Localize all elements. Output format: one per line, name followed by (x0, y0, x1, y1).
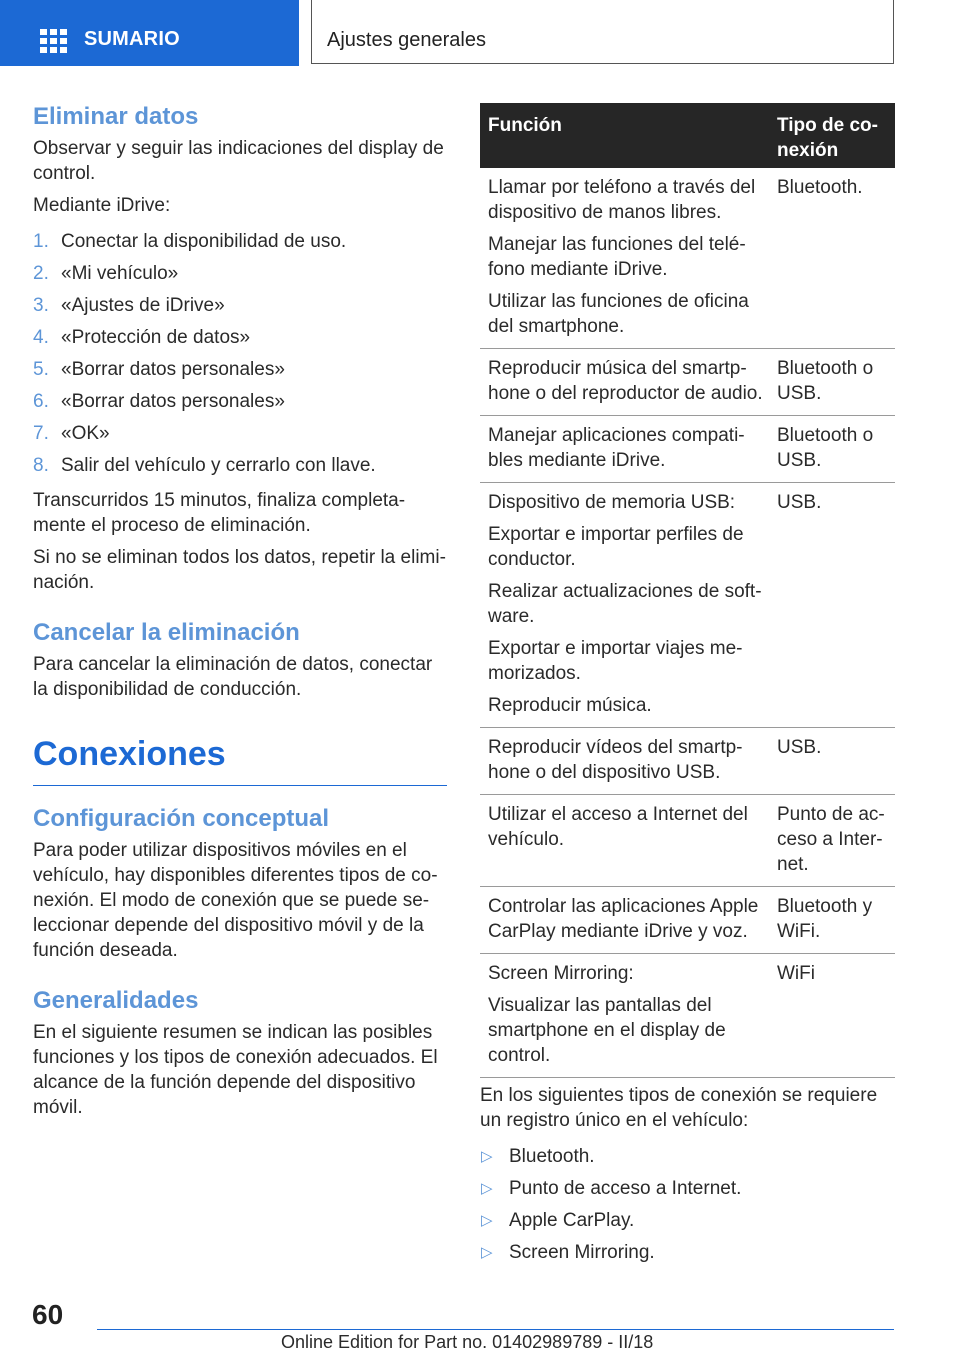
left-column (33, 100, 447, 1127)
step-text: «Mi vehículo» (61, 263, 179, 284)
step-number: 6. (33, 391, 49, 412)
function-text: Reproducir música. (488, 695, 652, 716)
step-list (33, 226, 447, 482)
after-15-minutes: Transcurridos 15 minutos, finaliza completa-mente el proceso de eliminación. (33, 490, 406, 536)
step-number: 1. (33, 231, 49, 252)
step-text: Conectar la disponibilidad de uso. (61, 231, 347, 252)
step-item (33, 450, 447, 482)
grid-menu-icon (40, 29, 67, 53)
step-number: 7. (33, 423, 49, 444)
function-text: Manejar aplicaciones compati-bles mediante iDrive. (488, 425, 745, 471)
connection-type-cell: Bluetooth o USB. (777, 358, 874, 404)
table-row (480, 954, 895, 1078)
table-row (480, 168, 895, 349)
cancel-text: Para cancelar la eliminación de datos, conectar la disponibilidad de conducción. (33, 654, 433, 700)
step-text: «Ajustes de iDrive» (61, 295, 225, 316)
triangle-bullet-icon: ▷ (481, 1212, 493, 1229)
connections-table (480, 103, 895, 1078)
table-row (480, 416, 895, 483)
function-cell (480, 795, 770, 886)
table-row (480, 483, 895, 728)
connection-type-cell: WiFi (777, 963, 815, 984)
register-section (480, 1083, 900, 1269)
table-row (480, 349, 895, 416)
step-number: 5. (33, 359, 49, 380)
function-text: Exportar e importar viajes me-morizados. (488, 638, 743, 684)
step-item (33, 386, 447, 418)
register-item (480, 1205, 900, 1237)
register-item-text: Bluetooth. (509, 1146, 595, 1167)
function-cell (480, 483, 770, 727)
step-item (33, 418, 447, 450)
header-connection-type: Tipo de co-nexión (777, 115, 878, 161)
triangle-bullet-icon: ▷ (481, 1148, 493, 1165)
register-item-text: Screen Mirroring. (509, 1242, 655, 1263)
connection-type-cell: Punto de ac-ceso a Inter-net. (777, 804, 885, 875)
connection-type-cell: Bluetooth o USB. (777, 425, 874, 471)
step-text: «Borrar datos personales» (61, 391, 285, 412)
edition-link[interactable]: Online Edition for Part no. 01402989789 - II/18 (281, 1332, 654, 1352)
step-text: Salir del vehículo y cerrarlo con llave. (61, 455, 376, 476)
function-text: Llamar por teléfono a través del dispositivo de manos libres. (488, 177, 756, 223)
function-text: Manejar las funciones del telé-fono mediante iDrive. (488, 234, 746, 280)
register-item (480, 1237, 900, 1269)
step-item (33, 226, 447, 258)
function-cell (480, 728, 770, 794)
function-cell (480, 954, 770, 1077)
function-text: Dispositivo de memoria USB: (488, 492, 736, 513)
table-body (480, 168, 895, 1078)
function-text: Screen Mirroring: (488, 963, 634, 984)
header-function: Función (488, 115, 562, 136)
chapter-title: Conexiones (33, 735, 226, 773)
triangle-bullet-icon: ▷ (481, 1244, 493, 1261)
function-text: Exportar e importar perfiles de conductor. (488, 524, 744, 570)
function-text: Reproducir música del smartp-hone o del reproductor de audio. (488, 358, 763, 404)
concept-heading: Configuración conceptual (33, 805, 330, 832)
function-text: Utilizar las funciones de oficina del smartphone. (488, 291, 749, 337)
step-text: «Borrar datos personales» (61, 359, 285, 380)
step-item (33, 290, 447, 322)
register-item (480, 1173, 900, 1205)
step-number: 3. (33, 295, 49, 316)
general-heading: Generalidades (33, 987, 199, 1014)
function-text: Controlar las aplicaciones Apple CarPlay mediante iDrive y voz. (488, 896, 759, 942)
register-item (480, 1141, 900, 1173)
step-text: «OK» (61, 423, 110, 444)
triangle-bullet-icon: ▷ (481, 1180, 493, 1197)
table-row (480, 795, 895, 887)
section-title: Ajustes generales (327, 29, 486, 51)
register-list (480, 1141, 900, 1269)
step-number: 4. (33, 327, 49, 348)
step-item (33, 354, 447, 386)
function-cell (480, 349, 770, 415)
connection-type-cell: Bluetooth. (777, 177, 863, 198)
function-text: Reproducir vídeos del smartp-hone o del dispositivo USB. (488, 737, 743, 783)
concept-text: Para poder utilizar dispositivos móviles en el vehículo, hay disponibles diferentes tipos de co-nexión. El modo de conexión que se puede se-leccionar depende del dispositivo móvil y de la función deseada. (33, 840, 438, 961)
table-header (480, 103, 895, 168)
step-number: 2. (33, 263, 49, 284)
cancel-deletion-heading: Cancelar la eliminación (33, 619, 300, 646)
function-cell (480, 416, 770, 482)
connection-type-cell: USB. (777, 492, 822, 513)
register-text: En los siguientes tipos de conexión se requiere un registro único en el vehículo: (480, 1085, 878, 1131)
contents-nav-button[interactable] (0, 0, 299, 66)
repeat-note: Si no se eliminan todos los datos, repetir la elimi-nación. (33, 547, 446, 593)
function-text: Realizar actualizaciones de soft-ware. (488, 581, 762, 627)
table-row (480, 728, 895, 795)
footer-rule (97, 1329, 894, 1330)
function-text: Visualizar las pantallas del smartphone en el display de control. (488, 995, 726, 1066)
table-row (480, 887, 895, 954)
contents-nav-label: SUMARIO (84, 28, 180, 50)
connection-type-cell: USB. (777, 737, 822, 758)
register-item-text: Apple CarPlay. (509, 1210, 635, 1231)
function-cell (480, 168, 770, 348)
function-cell (480, 887, 770, 953)
register-item-text: Punto de acceso a Internet. (509, 1178, 742, 1199)
step-number: 8. (33, 455, 49, 476)
via-idrive: Mediante iDrive: (33, 195, 171, 216)
connection-type-cell: Bluetooth y WiFi. (777, 896, 873, 942)
general-text: En el siguiente resumen se indican las posibles funciones y los tipos de conexión adecuados. El alcance de la función depende del dispositivo móvil. (33, 1022, 438, 1118)
delete-data-heading: Eliminar datos (33, 103, 199, 130)
section-header[interactable] (311, 0, 894, 64)
step-item (33, 258, 447, 290)
chapter-rule (33, 785, 447, 786)
delete-intro: Observar y seguir las indicaciones del display de control. (33, 138, 444, 184)
function-text: Utilizar el acceso a Internet del vehículo. (488, 804, 748, 850)
page-number: 60 (32, 1299, 64, 1330)
step-text: «Protección de datos» (61, 327, 251, 348)
step-item (33, 322, 447, 354)
